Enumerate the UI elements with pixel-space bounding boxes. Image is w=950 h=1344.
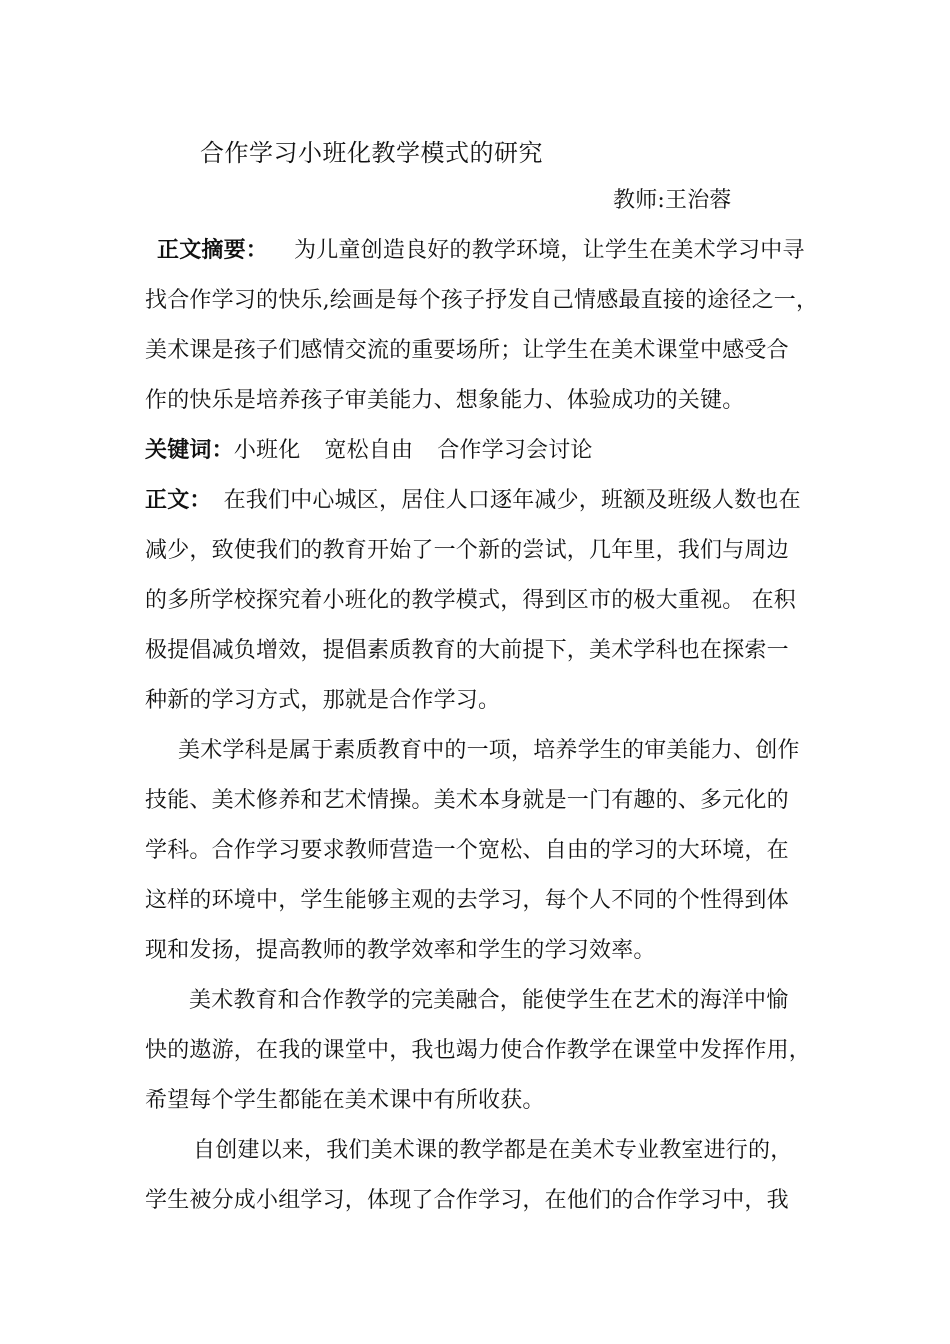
body-first-line (145, 486, 801, 516)
body-text-line: 学生被分成小组学习，体现了合作学习，在他们的合作学习中，我 (145, 1188, 789, 1213)
body-label: 正文： (145, 488, 212, 513)
body-text-line: 希望每个学生都能在美术课中有所收获。 (145, 1088, 545, 1113)
abstract-label: 正文摘要： (157, 238, 269, 263)
body-text-line: 技能、美术修养和艺术情操。美术本身就是一门有趣的、多元化的 (145, 788, 789, 813)
body-text-line: 种新的学习方式，那就是合作学习。 (145, 688, 501, 713)
body-text-line: 快的遨游，在我的课堂中，我也竭力使合作教学在课堂中发挥作用， (145, 1038, 812, 1063)
body-text-line: 在我们中心城区，居住人口逐年减少，班额及班级人数也在 (223, 488, 801, 513)
abstract-text-line: 为儿童创造良好的教学环境，让学生在美术学习中寻 (294, 238, 805, 263)
body-text-line: 自创建以来，我们美术课的教学都是在美术专业教室进行的， (193, 1138, 793, 1163)
abstract-text-line: 作的快乐是培养孩子审美能力、想象能力、体验成功的关键。 (145, 388, 745, 413)
body-text-line: 现和发扬，提高教师的教学效率和学生的学习效率。 (145, 938, 656, 963)
keyword-item: 宽松自由 (324, 438, 414, 463)
author-line: 教师:王治蓉 (613, 188, 732, 213)
keywords-label: 关键词： (145, 438, 234, 463)
body-text-line: 学科。合作学习要求教师营造一个宽松、自由的学习的大环境，在 (145, 838, 789, 863)
body-text-line: 的多所学校探究着小班化的教学模式，得到区市的极大重视。 在积 (145, 588, 796, 613)
keyword-item: 小班化 (233, 438, 301, 463)
abstract-text-line: 找合作学习的快乐,绘画是每个孩子抒发自己情感最直接的途径之一， (145, 288, 819, 313)
body-text-line: 减少，致使我们的教育开始了一个新的尝试，几年里，我们与周边 (145, 538, 789, 563)
body-text-line: 极提倡减负增效，提倡素质教育的大前提下，美术学科也在探索一 (145, 638, 789, 663)
body-text-line: 这样的环境中，学生能够主观的去学习，每个人不同的个性得到体 (145, 888, 789, 913)
abstract-text-line: 美术课是孩子们感情交流的重要场所；让学生在美术课堂中感受合 (145, 338, 789, 363)
keyword-item: 合作学习会讨论 (437, 438, 593, 463)
body-text-line: 美术学科是属于素质教育中的一项，培养学生的审美能力、创作 (178, 738, 800, 763)
body-text-line: 美术教育和合作教学的完美融合，能使学生在艺术的海洋中愉 (189, 988, 789, 1013)
document-title: 合作学习小班化教学模式的研究 (200, 139, 543, 167)
keywords-line (145, 436, 593, 466)
abstract-first-line (157, 236, 805, 266)
